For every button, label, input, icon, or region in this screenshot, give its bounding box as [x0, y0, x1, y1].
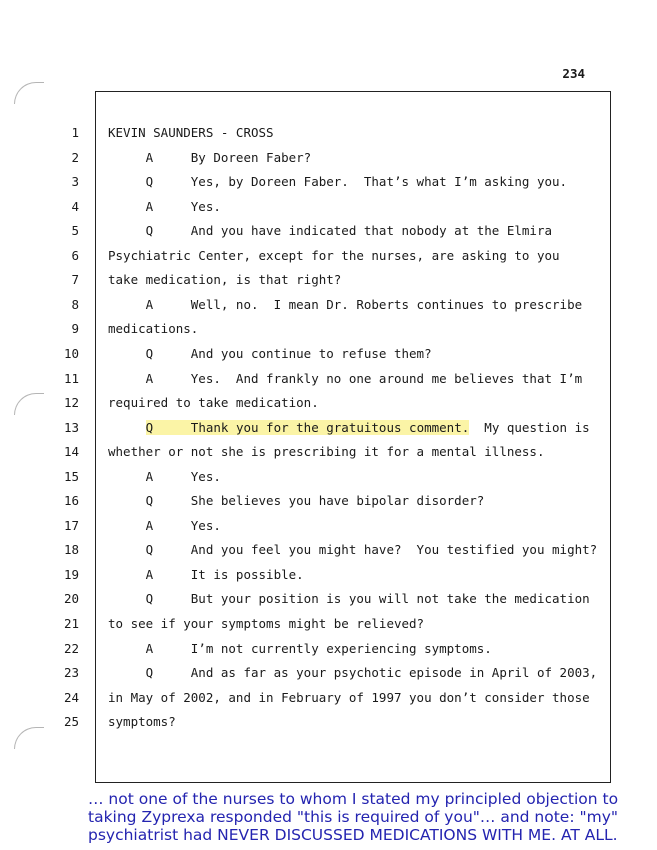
line-number: 18 — [63, 542, 79, 558]
line-indent — [108, 420, 146, 435]
line-text: A Yes. And frankly no one around me believes that I’m — [108, 370, 583, 386]
line-number: 6 — [71, 247, 79, 263]
line-number: 8 — [71, 296, 79, 312]
transcript-line — [0, 219, 657, 244]
line-number: 23 — [63, 665, 79, 681]
transcript-line — [0, 293, 657, 318]
transcript-line — [0, 465, 657, 490]
transcript-line — [0, 686, 657, 711]
transcript-line — [0, 587, 657, 612]
annotation-note: … not one of the nurses to whom I stated my principled objection to taking Zyprexa responded "this is required of you"… and note: "my" psychiatrist had NEVER DISCUSSED MEDICATIONS WITH ME. AT ALL. — [88, 790, 619, 844]
line-text: Q Yes, by Doreen Faber. That’s what I’m asking you. — [108, 174, 568, 190]
line-number: 22 — [63, 640, 79, 656]
line-text: Q And you feel you might have? You testified you might? — [108, 542, 598, 558]
transcript-line — [0, 268, 657, 293]
line-text: whether or not she is prescribing it for a mental illness. — [108, 444, 545, 460]
line-number: 11 — [63, 370, 79, 386]
line-number: 24 — [63, 689, 79, 705]
transcript-line — [0, 317, 657, 342]
transcript-line — [0, 416, 657, 441]
line-number: 2 — [71, 149, 79, 165]
highlighted-text: Q Thank you for the gratuitous comment. — [145, 419, 470, 435]
line-text: in May of 2002, and in February of 1997 you don’t consider those — [108, 689, 590, 705]
line-text: Q She believes you have bipolar disorder? — [108, 493, 485, 509]
line-text: take medication, is that right? — [108, 272, 342, 288]
transcript-line — [0, 391, 657, 416]
line-number: 3 — [71, 174, 79, 190]
transcript-line — [0, 514, 657, 539]
line-number: 17 — [63, 517, 79, 533]
line-text: A Yes. — [108, 517, 221, 533]
transcript-line — [0, 367, 657, 392]
line-text: A Yes. — [108, 468, 221, 484]
line-number: 7 — [71, 272, 79, 288]
line-number: 25 — [63, 714, 79, 730]
line-text: A Yes. — [108, 198, 221, 214]
line-number: 14 — [63, 444, 79, 460]
line-number: 12 — [63, 395, 79, 411]
line-rest: My question is — [469, 419, 590, 435]
line-text: medications. — [108, 321, 199, 337]
line-text: Psychiatric Center, except for the nurses, are asking to you — [108, 247, 560, 263]
line-number: 21 — [63, 616, 79, 631]
transcript-line — [0, 489, 657, 514]
line-text: A I’m not currently experiencing symptoms. — [108, 640, 492, 656]
line-text: Q But your position is you will not take the medication — [108, 591, 590, 607]
line-number: 9 — [71, 321, 79, 337]
line-text: symptoms? — [108, 714, 176, 730]
transcript-line — [0, 244, 657, 269]
transcript-line — [0, 440, 657, 465]
line-number: 10 — [63, 345, 79, 361]
line-number: 13 — [63, 419, 79, 435]
line-text — [108, 416, 607, 441]
line-number: 5 — [71, 223, 79, 239]
punch-hole-top — [14, 82, 44, 104]
line-number: 4 — [71, 198, 79, 214]
transcript-line — [0, 342, 657, 367]
line-text: KEVIN SAUNDERS - CROSS — [108, 125, 274, 140]
line-text: required to take medication. — [108, 395, 319, 411]
transcript-line — [0, 612, 657, 637]
line-text: Q And as far as your psychotic episode in April of 2003, — [108, 665, 598, 681]
transcript-line — [0, 637, 657, 662]
line-text: Q And you have indicated that nobody at the Elmira — [108, 223, 553, 239]
line-number: 1 — [71, 125, 79, 140]
line-text: A Well, no. I mean Dr. Roberts continues to prescribe — [108, 296, 583, 312]
line-number: 15 — [63, 468, 79, 484]
page-number: 234 — [562, 66, 585, 81]
transcript-line — [0, 710, 657, 735]
transcript-line — [0, 563, 657, 588]
transcript-line — [0, 661, 657, 686]
line-number: 16 — [63, 493, 79, 509]
transcript-line — [0, 146, 657, 171]
transcript-line — [0, 170, 657, 195]
line-number: 19 — [63, 566, 79, 582]
line-number: 20 — [63, 591, 79, 607]
line-text: to see if your symptoms might be relieved? — [108, 616, 425, 631]
line-text: A It is possible. — [108, 566, 304, 582]
transcript-line — [0, 538, 657, 563]
transcript-line — [0, 195, 657, 220]
line-text: Q And you continue to refuse them? — [108, 345, 432, 361]
transcript-line — [0, 121, 657, 146]
line-text: A By Doreen Faber? — [108, 149, 312, 165]
